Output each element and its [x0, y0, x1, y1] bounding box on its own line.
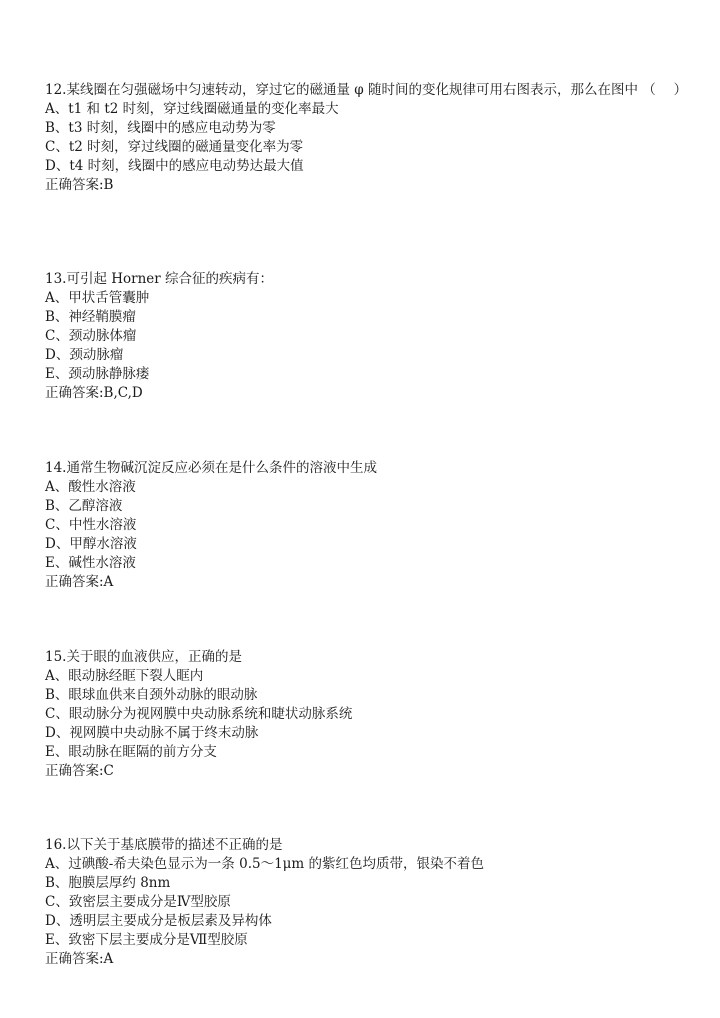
- question-15: [45, 648, 685, 781]
- question-stem: 13.可引起 Horner 综合征的疾病有：: [45, 271, 274, 287]
- option-d: D、t4 时刻，线圈中的感应电动势达最大值: [45, 158, 304, 174]
- option-a: A、t1 和 t2 时刻，穿过线圈磁通量的变化率最大: [45, 101, 339, 117]
- question-12: [45, 81, 688, 195]
- correct-answer: 正确答案:B,C,D: [45, 385, 143, 401]
- correct-answer: 正确答案:A: [45, 951, 114, 967]
- option-c: C、中性水溶液: [45, 517, 137, 533]
- option-c: C、致密层主要成分是Ⅳ型胶原: [45, 894, 231, 910]
- option-d: D、透明层主要成分是板层素及异构体: [45, 913, 272, 929]
- question-stem: 15.关于眼的血液供应，正确的是: [45, 649, 242, 665]
- option-c: C、t2 时刻，穿过线圈的磁通量变化率为零: [45, 139, 304, 155]
- option-b: B、胞膜层厚约 8nm: [45, 875, 171, 891]
- option-d: D、颈动脉瘤: [45, 347, 124, 363]
- option-c: C、颈动脉体瘤: [45, 328, 137, 344]
- option-b: B、神经鞘膜瘤: [45, 309, 136, 325]
- option-e: E、眼动脉在眶隔的前方分支: [45, 744, 217, 760]
- option-e: E、致密下层主要成分是Ⅶ型胶原: [45, 932, 248, 948]
- option-b: B、乙醇溶液: [45, 498, 123, 514]
- question-13: [45, 270, 685, 403]
- question-16: [45, 836, 685, 969]
- question-stem: 14.通常生物碱沉淀反应必须在是什么条件的溶液中生成: [45, 460, 377, 476]
- option-d: D、视网膜中央动脉不属于终末动脉: [45, 725, 259, 741]
- option-a: A、酸性水溶液: [45, 479, 136, 495]
- question-stem: 12.某线圈在匀强磁场中匀速转动，穿过它的磁通量 φ 随时间的变化规律可用右图表示，那么在图中 （ ）: [45, 82, 688, 98]
- option-d: D、甲醇水溶液: [45, 536, 137, 552]
- correct-answer: 正确答案:A: [45, 574, 114, 590]
- option-c: C、眼动脉分为视网膜中央动脉系统和睫状动脉系统: [45, 706, 353, 722]
- option-b: B、眼球血供来自颈外动脉的眼动脉: [45, 687, 258, 703]
- option-a: A、甲状舌管囊肿: [45, 290, 150, 306]
- correct-answer: 正确答案:C: [45, 763, 114, 779]
- question-14: [45, 459, 685, 592]
- option-e: E、碱性水溶液: [45, 555, 136, 571]
- option-a: A、过碘酸-希夫染色显示为一条 0.5～1μm 的紫红色均质带，银染不着色: [45, 856, 485, 872]
- question-stem: 16.以下关于基底膜带的描述不正确的是: [45, 837, 283, 853]
- correct-answer: 正确答案:B: [45, 177, 114, 193]
- option-a: A、眼动脉经眶下裂人眶内: [45, 668, 204, 684]
- option-b: B、t3 时刻，线圈中的感应电动势为零: [45, 120, 276, 136]
- option-e: E、颈动脉静脉瘘: [45, 366, 150, 382]
